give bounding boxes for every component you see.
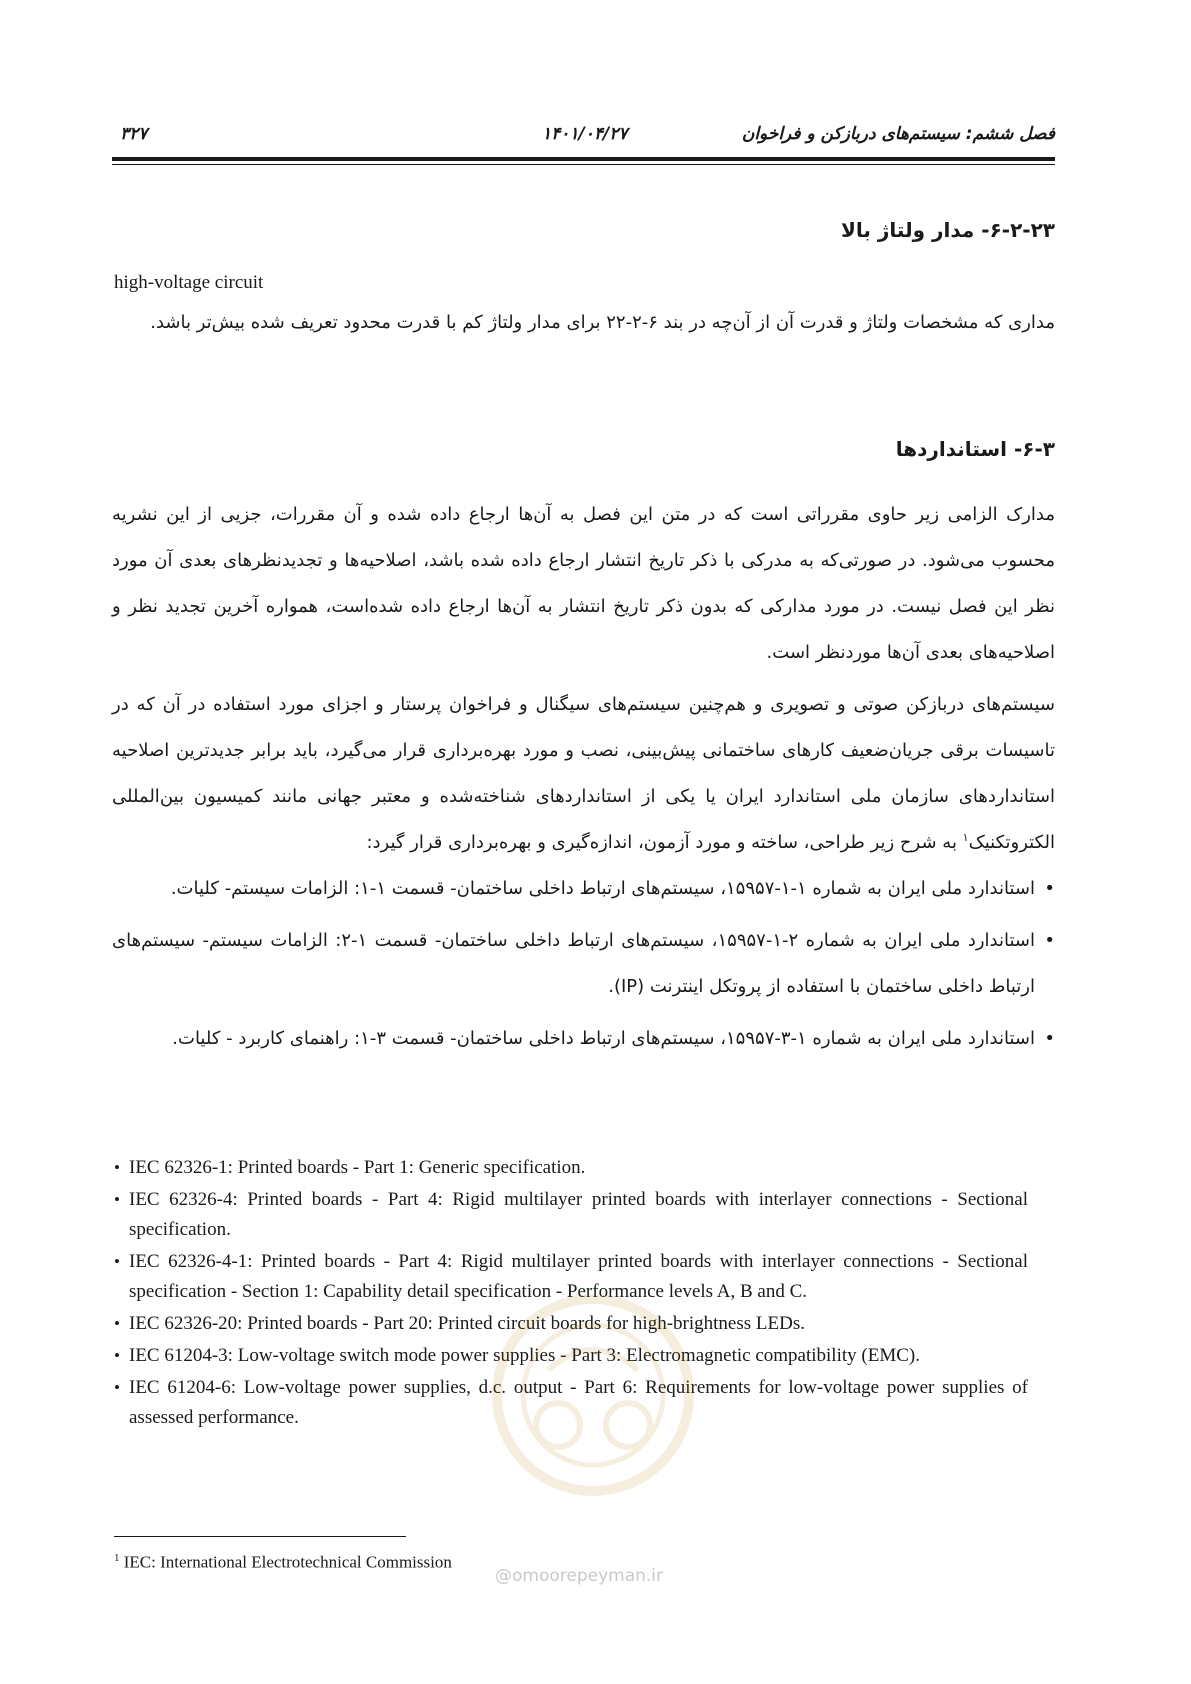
list-item: • IEC 62326-1: Printed boards - Part 1: Generic specification. [114, 1153, 1028, 1183]
header-rule-thin [112, 164, 1055, 165]
list-item: • IEC 62326-4-1: Printed boards - Part 4: Rigid multilayer printed boards with interlayer connections - Sectional specification - Section 1: Capability detail specification - Performance levels A, B and C. [114, 1247, 1028, 1307]
footnote-rule [114, 1536, 406, 1537]
definition-paragraph: مداری که مشخصات ولتاژ و قدرت آن از آن‌چه در بند ۶-۲-۲۲ برای مدار ولتاژ کم با قدرت محدود تعریف شده بیش‌تر باشد. [150, 312, 1055, 333]
header-rule-thick [112, 157, 1055, 161]
footnote-text: IEC: International Electrotechnical Commission [119, 1552, 452, 1572]
paragraph-2-text: سیستم‌های دربازکن صوتی و تصویری و هم‌چنین سیستم‌های سیگنال و فراخوان پرستار و اجزای مورد استفاده در آن که در تاسیسات برقی جریان‌ضعیف کارهای ساختمانی پیش‌بینی، نصب و مورد بهره‌برداری قرار می‌گیرد، باید برابر جدیدترین اصلاحیه استانداردهای سازمان ملی استاندارد ایران یا یکی از استانداردهای شناخته‌شده و معتبر جهانی مانند کمیسیون بین‌المللی الکتروتکنیک [112, 694, 1055, 853]
chapter-title: فصل ششم: سیستم‌های دربازکن و فراخوان [741, 124, 1055, 144]
list-item: • استاندارد ملی ایران به شماره ۲-۱-۱۵۹۵۷، سیستم‌های ارتباط داخلی ساختمان- قسمت ۱-۲: الزامات سیستم- سیستم‌های ارتباط داخلی ساختمان با استفاده از پروتکل اینترنت (IP). [112, 918, 1055, 1010]
list-item: • استاندارد ملی ایران به شماره ۱-۳-۱۵۹۵۷، سیستم‌های ارتباط داخلی ساختمان- قسمت ۳-۱: راهنمای کاربرد - کلیات. [112, 1016, 1055, 1062]
list-item: • IEC 62326-20: Printed boards - Part 20: Printed circuit boards for high-brightness LEDs. [114, 1309, 1028, 1339]
section-heading-high-voltage: ۶-۲-۲۳- مدار ولتاژ بالا [841, 218, 1055, 242]
list-item: • استاندارد ملی ایران به شماره ۱-۱-۱۵۹۵۷، سیستم‌های ارتباط داخلی ساختمان- قسمت ۱-۱: الزامات سیستم- کلیات. [112, 866, 1055, 912]
list-item: • IEC 62326-4: Printed boards - Part 4: Rigid multilayer printed boards with interlayer connections - Sectional specification. [114, 1185, 1028, 1245]
standards-paragraph-1: مدارک الزامی زیر حاوی مقرراتی است که در متن این فصل به آن‌ها ارجاع داده شده و آن مقررات، جزیی از این نشریه محسوب می‌شود. در صورتی‌که به مدرکی با ذکر تاریخ انتشار ارجاع داده شده باشد، اصلاحیه‌ها و تجدیدنظرهای بعدی آن مورد نظر این فصل نیست. در مورد مدارکی که بدون ذکر تاریخ انتشار به آن‌ها ارجاع داده شده‌است، همواره آخرین تجدید نظر و اصلاحیه‌های بعدی آن‌ها موردنظر است. [112, 504, 1055, 663]
header-date: ۱۴۰۱/۰۴/۲۷ [542, 124, 628, 144]
list-item: • IEC 61204-6: Low-voltage power supplies, d.c. output - Part 6: Requirements for low-voltage power supplies of assessed performance. [114, 1373, 1028, 1433]
watermark-logo [488, 1290, 698, 1500]
footnote-marker: ۱ [962, 831, 969, 844]
section-heading-standards: ۶-۳- استانداردها [895, 437, 1055, 461]
standards-paragraph-2 [112, 682, 1055, 866]
page-header [112, 118, 1055, 148]
footnote [114, 1552, 452, 1573]
page-number: ۳۲۷ [120, 124, 148, 144]
paragraph-2-continuation: به شرح زیر طراحی، ساخته و مورد آزمون، اندازه‌گیری و بهره‌برداری قرار گیرد: [366, 832, 963, 853]
national-standards-list [112, 866, 1055, 1068]
watermark-text: @omoorepeyman.ir [495, 1566, 664, 1586]
english-term: high-voltage circuit [114, 272, 264, 293]
list-item: • IEC 61204-3: Low-voltage switch mode power supplies - Part 3: Electromagnetic compatibility (EMC). [114, 1341, 1028, 1371]
footnote-number: 1 [114, 1552, 120, 1564]
